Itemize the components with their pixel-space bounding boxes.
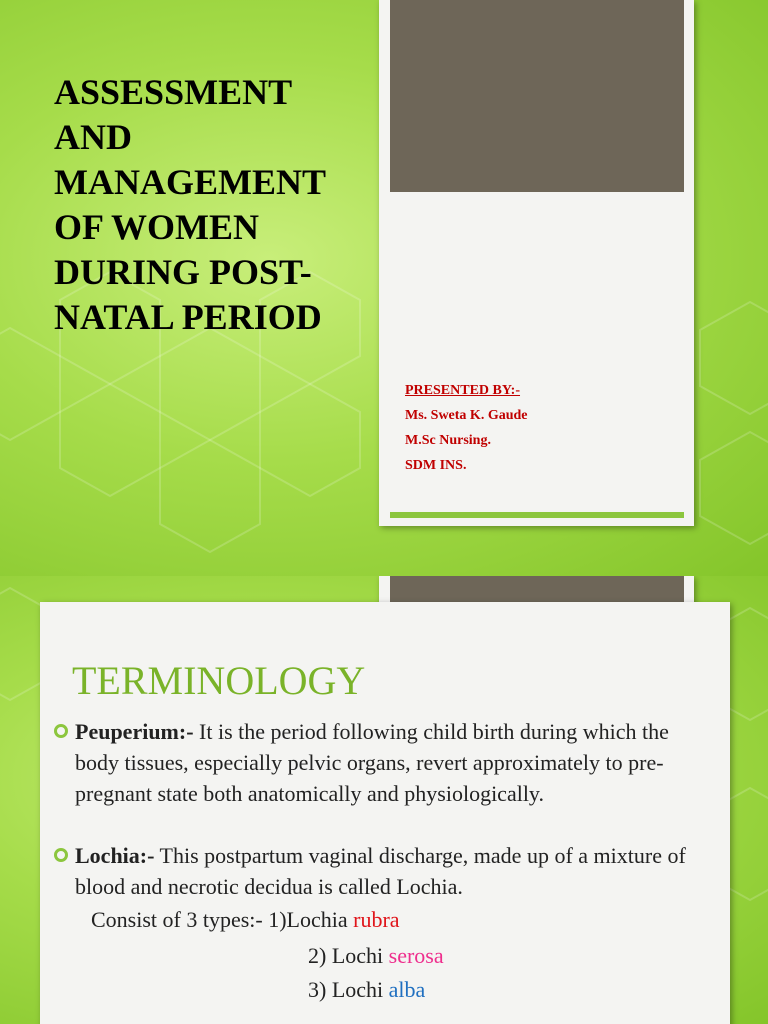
lochia-types-line-3: [308, 974, 425, 1005]
types-prefix-3: 3) Lochi: [308, 977, 389, 1002]
presenter-info: [405, 378, 675, 478]
lochia-serosa: serosa: [388, 943, 444, 968]
bullet-ring-icon: [54, 724, 68, 738]
content-panel: [40, 602, 730, 1024]
bullet-text: This postpartum vaginal discharge, made up of a mixture of blood and necrotic decidua is called Lochia.: [75, 843, 686, 899]
presented-by-heading: PRESENTED BY:-: [405, 383, 521, 398]
bullet-peuperium: [54, 716, 705, 809]
presenter-institute: SDM INS.: [405, 458, 467, 473]
lochia-types-line-2: [308, 940, 444, 971]
lochia-rubra: rubra: [353, 907, 400, 932]
types-intro: Consist of 3 types:- 1)Lochia: [91, 907, 354, 932]
bullet-term: Peuperium:-: [75, 719, 194, 744]
bullet-term: Lochia:-: [75, 843, 155, 868]
presentation-title: ASSESSMENT AND MANAGEMENT OF WOMEN DURING POST- NATAL PERIOD: [54, 72, 326, 337]
panel-accent-bar: [390, 512, 684, 518]
bullet-ring-icon: [54, 848, 68, 862]
types-prefix-2: 2) Lochi: [308, 943, 389, 968]
lochia-types-line-1: [91, 904, 400, 935]
presenter-name: Ms. Sweta K. Gaude: [405, 408, 528, 423]
presenter-panel: [379, 0, 694, 526]
bullet-lochia: [54, 840, 705, 902]
terminology-slide: [0, 576, 768, 1024]
bullet-text: It is the period following child birth during which the body tissues, especially pelvic organs, revert approximately to pre-pregnant state both anatomically and physiologically.: [75, 719, 669, 806]
slide-heading: TERMINOLOGY: [72, 658, 366, 703]
panel-dark-block: [390, 0, 684, 192]
presenter-degree: M.Sc Nursing.: [405, 433, 491, 448]
lochia-alba: alba: [388, 977, 426, 1002]
